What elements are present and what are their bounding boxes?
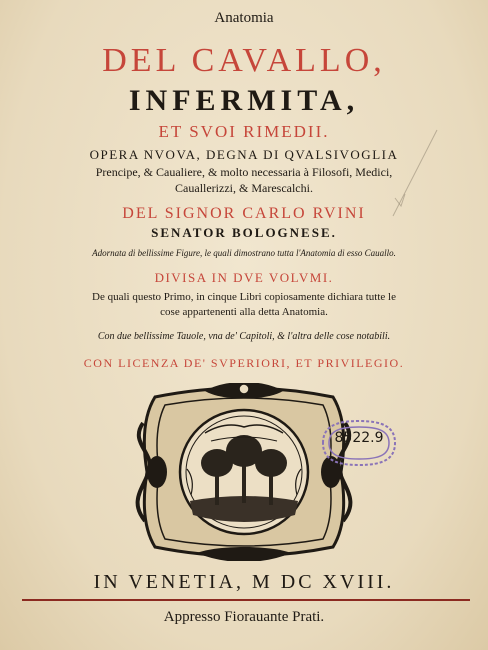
printer-device-emblem-icon — [135, 383, 353, 561]
author-title: SENATOR BOLOGNESE. — [151, 225, 337, 240]
imprint-place-date: IN VENETIA, M DC XVIII. — [93, 571, 395, 593]
title-infermita: INFERMITA, — [128, 84, 360, 117]
pencil-mark-icon — [391, 128, 439, 218]
subtitle-prencipe: Prencipe, & Caualiere, & molto necessaria à Filosofi, Medici, — [95, 165, 393, 179]
imprint-printer: Appresso Fiorauante Prati. — [163, 609, 325, 625]
description-figures: Adornata di bellissime Figure, le quali dimostrano tutta l'Anatomia di esso Cauallo. — [92, 248, 396, 258]
division-volumes: DIVISA IN DVE VOLVMI. — [154, 270, 334, 285]
description-primo-1: De quali questo Primo, in cinque Libri copiosamente dichiara tutte le — [92, 291, 396, 303]
subtitle-opera-nuova: OPERA NVOVA, DEGNA DI QVALSIVOGLIA — [89, 147, 399, 162]
title-anatomia: Anatomia — [214, 10, 274, 26]
title-del-cavallo: DEL CAVALLO, — [102, 42, 386, 79]
imprint-rule — [22, 599, 470, 601]
author-name: DEL SIGNOR CARLO RVINI — [122, 205, 366, 222]
subtitle-cauallerizzi: Cauallerizzi, & Marescalchi. — [175, 181, 313, 195]
license-privilege: CON LICENZA DE' SVPERIORI, ET PRIVILEGIO. — [83, 356, 405, 370]
stamp-number: 8522.9 — [334, 430, 384, 446]
description-primo-2: cose appartenenti alla detta Anatomia. — [160, 306, 328, 318]
description-tauole: Con due bellissime Tauole, vna de' Capitoli, & l'altra delle cose notabili. — [97, 331, 391, 342]
title-rimedii: ET SVOI RIMEDII. — [158, 122, 330, 141]
